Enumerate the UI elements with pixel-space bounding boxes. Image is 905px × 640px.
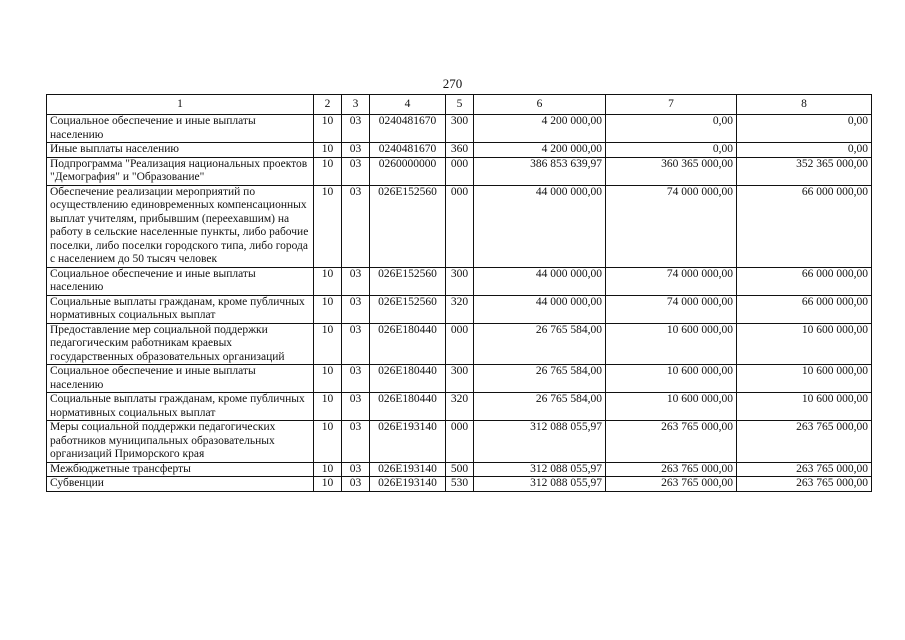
row-name: Социальные выплаты гражданам, кроме публичных нормативных социальных выплат	[47, 295, 314, 323]
row-amount-col7: 74 000 000,00	[606, 267, 737, 295]
column-header: 4	[370, 95, 446, 115]
row-amount-col8: 263 765 000,00	[737, 477, 872, 492]
row-name: Предоставление мер социальной поддержки педагогическим работникам краевых государственных образовательных организаций	[47, 323, 314, 365]
column-header: 3	[342, 95, 370, 115]
row-target-article: 026E193140	[370, 477, 446, 492]
row-name: Субвенции	[47, 477, 314, 492]
row-amount-col8: 10 600 000,00	[737, 365, 872, 393]
row-expense-type: 000	[446, 157, 474, 185]
column-header: 1	[47, 95, 314, 115]
row-amount-col8: 0,00	[737, 143, 872, 158]
column-header: 7	[606, 95, 737, 115]
row-section-code: 10	[314, 477, 342, 492]
row-name: Межбюджетные трансферты	[47, 462, 314, 477]
row-amount-col6: 44 000 000,00	[474, 185, 606, 267]
table-row	[47, 393, 872, 421]
table-row	[47, 143, 872, 158]
row-amount-col7: 263 765 000,00	[606, 421, 737, 463]
row-target-article: 026E152560	[370, 295, 446, 323]
row-amount-col7: 0,00	[606, 115, 737, 143]
row-expense-type: 320	[446, 393, 474, 421]
table-row	[47, 323, 872, 365]
row-amount-col6: 312 088 055,97	[474, 462, 606, 477]
column-header: 5	[446, 95, 474, 115]
row-amount-col8: 66 000 000,00	[737, 185, 872, 267]
row-amount-col7: 10 600 000,00	[606, 365, 737, 393]
row-amount-col8: 352 365 000,00	[737, 157, 872, 185]
row-name: Обеспечение реализации мероприятий по осуществлению единовременных компенсационных выплат учителям, прибывшим (переехавшим) на работу в сельские населенные пункты, либо рабочие поселки, либо поселки городского типа, либо города с населением до 50 тысяч человек	[47, 185, 314, 267]
row-target-article: 026E180440	[370, 393, 446, 421]
budget-table	[46, 94, 872, 492]
row-name: Социальное обеспечение и иные выплаты населению	[47, 267, 314, 295]
row-target-article: 0260000000	[370, 157, 446, 185]
row-amount-col8: 263 765 000,00	[737, 462, 872, 477]
table-row	[47, 295, 872, 323]
row-subsection-code: 03	[342, 393, 370, 421]
row-amount-col7: 74 000 000,00	[606, 295, 737, 323]
row-expense-type: 500	[446, 462, 474, 477]
row-target-article: 0240481670	[370, 115, 446, 143]
row-amount-col8: 66 000 000,00	[737, 295, 872, 323]
row-amount-col8: 10 600 000,00	[737, 393, 872, 421]
row-section-code: 10	[314, 157, 342, 185]
row-amount-col6: 4 200 000,00	[474, 143, 606, 158]
row-expense-type: 300	[446, 267, 474, 295]
column-header: 8	[737, 95, 872, 115]
row-section-code: 10	[314, 421, 342, 463]
row-amount-col7: 360 365 000,00	[606, 157, 737, 185]
table-row	[47, 115, 872, 143]
row-amount-col6: 44 000 000,00	[474, 295, 606, 323]
row-expense-type: 360	[446, 143, 474, 158]
row-target-article: 026E180440	[370, 365, 446, 393]
row-expense-type: 300	[446, 115, 474, 143]
row-expense-type: 320	[446, 295, 474, 323]
row-subsection-code: 03	[342, 115, 370, 143]
table-row	[47, 462, 872, 477]
row-subsection-code: 03	[342, 295, 370, 323]
row-name: Меры социальной поддержки педагогических работников муниципальных образовательных организаций Приморского края	[47, 421, 314, 463]
table-row	[47, 185, 872, 267]
row-amount-col8: 0,00	[737, 115, 872, 143]
row-amount-col8: 66 000 000,00	[737, 267, 872, 295]
row-subsection-code: 03	[342, 462, 370, 477]
row-amount-col7: 74 000 000,00	[606, 185, 737, 267]
row-amount-col6: 312 088 055,97	[474, 477, 606, 492]
row-expense-type: 530	[446, 477, 474, 492]
column-header: 2	[314, 95, 342, 115]
row-expense-type: 000	[446, 323, 474, 365]
row-amount-col6: 26 765 584,00	[474, 323, 606, 365]
row-name: Подпрограмма "Реализация национальных проектов "Демография" и "Образование"	[47, 157, 314, 185]
row-target-article: 026E152560	[370, 185, 446, 267]
table-row	[47, 421, 872, 463]
row-target-article: 026E193140	[370, 421, 446, 463]
row-amount-col8: 263 765 000,00	[737, 421, 872, 463]
row-name: Социальные выплаты гражданам, кроме публичных нормативных социальных выплат	[47, 393, 314, 421]
row-target-article: 026E193140	[370, 462, 446, 477]
table-row	[47, 157, 872, 185]
row-amount-col7: 10 600 000,00	[606, 323, 737, 365]
row-amount-col7: 263 765 000,00	[606, 462, 737, 477]
row-section-code: 10	[314, 267, 342, 295]
row-section-code: 10	[314, 365, 342, 393]
row-amount-col6: 4 200 000,00	[474, 115, 606, 143]
row-section-code: 10	[314, 295, 342, 323]
row-expense-type: 300	[446, 365, 474, 393]
row-subsection-code: 03	[342, 421, 370, 463]
row-subsection-code: 03	[342, 365, 370, 393]
row-subsection-code: 03	[342, 157, 370, 185]
row-subsection-code: 03	[342, 323, 370, 365]
row-subsection-code: 03	[342, 185, 370, 267]
row-section-code: 10	[314, 323, 342, 365]
column-header: 6	[474, 95, 606, 115]
row-amount-col6: 44 000 000,00	[474, 267, 606, 295]
row-target-article: 026E180440	[370, 323, 446, 365]
row-target-article: 0240481670	[370, 143, 446, 158]
row-expense-type: 000	[446, 421, 474, 463]
row-target-article: 026E152560	[370, 267, 446, 295]
row-amount-col6: 386 853 639,97	[474, 157, 606, 185]
table-row	[47, 477, 872, 492]
header-row	[47, 95, 872, 115]
row-subsection-code: 03	[342, 267, 370, 295]
row-expense-type: 000	[446, 185, 474, 267]
row-amount-col8: 10 600 000,00	[737, 323, 872, 365]
row-name: Социальное обеспечение и иные выплаты населению	[47, 365, 314, 393]
row-amount-col7: 263 765 000,00	[606, 477, 737, 492]
row-amount-col7: 10 600 000,00	[606, 393, 737, 421]
row-section-code: 10	[314, 462, 342, 477]
table-row	[47, 365, 872, 393]
row-subsection-code: 03	[342, 477, 370, 492]
row-name: Иные выплаты населению	[47, 143, 314, 158]
table-row	[47, 267, 872, 295]
row-subsection-code: 03	[342, 143, 370, 158]
row-amount-col6: 312 088 055,97	[474, 421, 606, 463]
page-number: 270	[442, 76, 463, 91]
row-section-code: 10	[314, 115, 342, 143]
row-section-code: 10	[314, 393, 342, 421]
row-name: Социальное обеспечение и иные выплаты населению	[47, 115, 314, 143]
row-amount-col7: 0,00	[606, 143, 737, 158]
row-section-code: 10	[314, 143, 342, 158]
row-section-code: 10	[314, 185, 342, 267]
row-amount-col6: 26 765 584,00	[474, 365, 606, 393]
row-amount-col6: 26 765 584,00	[474, 393, 606, 421]
